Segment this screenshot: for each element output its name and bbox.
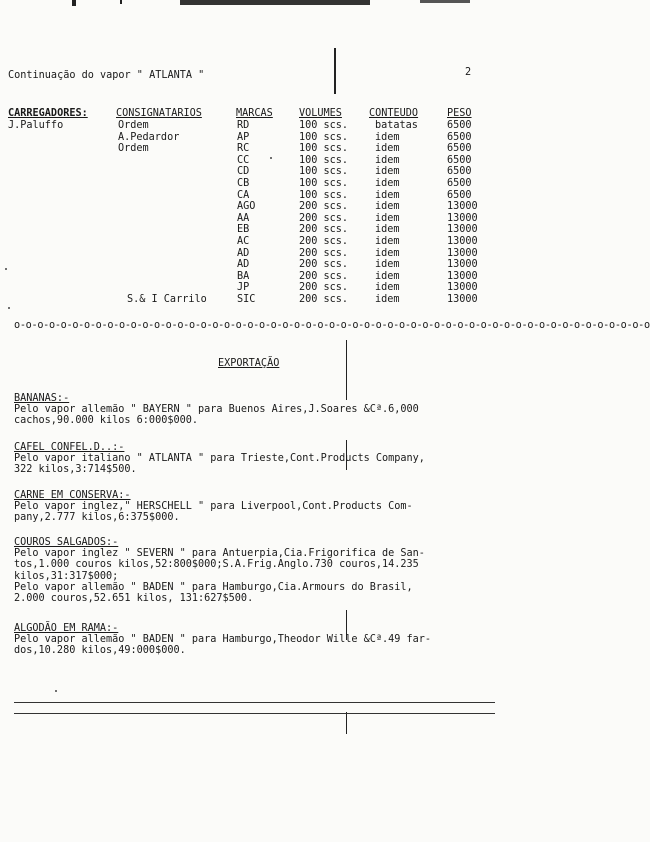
column-header-consignatarios: CONSIGNATARIOS xyxy=(116,108,202,119)
cell-marca: CC xyxy=(237,154,250,166)
export-entry xyxy=(14,490,494,524)
column-header-carregadores: CARREGADORES: xyxy=(8,108,88,119)
cell-peso: 13000 xyxy=(447,259,478,271)
cell-marca: RD xyxy=(237,120,250,131)
entry-heading: ALGODÃO EM RAMA:- xyxy=(14,623,119,634)
cell-peso: 13000 xyxy=(447,282,478,294)
cell-marca: AC xyxy=(237,236,250,247)
cell-carregador: J.Paluffo xyxy=(8,120,64,131)
cell-conteudo: idem xyxy=(375,294,400,305)
cell-conteudo: idem xyxy=(375,166,400,178)
cell-peso: 13000 xyxy=(447,236,478,247)
entry-line: Pelo vapor italiano " ATLANTA " para Trieste,Cont.Products Company, xyxy=(14,453,425,465)
cell-volumes: 100 scs. xyxy=(299,131,349,143)
entry-line: 2.000 couros,52.651 kilos, 131:627$500. xyxy=(14,593,254,605)
cell-peso: 6500 xyxy=(447,143,472,155)
cell-marca: CA xyxy=(237,189,250,201)
entry-heading: BANANAS:- xyxy=(14,393,70,404)
cell-conteudo: idem xyxy=(375,224,400,236)
cell-volumes: 200 scs. xyxy=(299,201,349,213)
cell-marca: AD xyxy=(237,259,250,271)
entry-line: tos,1.000 couros kilos,52:800$000;S.A.Frig.Anglo.730 couros,14.235 xyxy=(14,559,419,571)
entry-line: Pelo vapor inglez," HERSCHELL " para Liverpool,Cont.Products Com- xyxy=(14,501,413,513)
cell-conteudo: idem xyxy=(375,143,400,155)
scan-mark xyxy=(180,0,370,5)
export-entry xyxy=(14,537,494,604)
column-header-conteudo: CONTEUDO xyxy=(369,108,419,119)
section-title: EXPORTAÇÃO xyxy=(218,358,280,369)
cell-conteudo: idem xyxy=(375,212,400,224)
cell-marca: CB xyxy=(237,178,250,189)
cell-peso: 6500 xyxy=(447,154,472,166)
cell-marca: EB xyxy=(237,224,250,236)
cell-volumes: 100 scs. xyxy=(299,120,349,131)
page-title: Continuação do vapor " ATLANTA " xyxy=(8,70,205,81)
cell-volumes: 100 scs. xyxy=(299,189,349,201)
cell-conteudo: idem xyxy=(375,189,400,201)
cell-conteudo: idem xyxy=(375,247,400,259)
entry-line: 322 kilos,3:714$500. xyxy=(14,464,137,476)
cell-conteudo: idem xyxy=(375,270,400,282)
entry-line: kilos,31:317$000; xyxy=(14,570,119,582)
entry-heading: CARNE EM CONSERVA:- xyxy=(14,490,131,501)
cell-volumes: 200 scs. xyxy=(299,247,349,259)
scan-mark xyxy=(72,0,76,6)
cell-volumes: 200 scs. xyxy=(299,259,349,271)
entry-line: pany,2.777 kilos,6:375$000. xyxy=(14,512,180,524)
cell-volumes: 200 scs. xyxy=(299,224,349,236)
cell-conteudo: idem xyxy=(375,236,400,247)
column-header-volumes: VOLUMES xyxy=(299,108,342,119)
cell-consignatario: Ordem xyxy=(118,143,149,155)
cell-conteudo: idem xyxy=(375,154,400,166)
export-entry xyxy=(14,442,494,476)
cell-volumes: 200 scs. xyxy=(299,282,349,294)
fold-line xyxy=(346,712,347,734)
scan-mark xyxy=(120,0,122,4)
cell-consignatario: Ordem xyxy=(118,120,149,131)
bottom-rule xyxy=(14,713,495,714)
cell-volumes: 100 scs. xyxy=(299,166,349,178)
export-entry xyxy=(14,623,494,657)
cell-conteudo: idem xyxy=(375,201,400,213)
cell-volumes: 100 scs. xyxy=(299,178,349,189)
cell-marca: AGO xyxy=(237,201,256,213)
cell-volumes: 200 scs. xyxy=(299,294,349,305)
fold-line xyxy=(346,340,347,400)
cell-peso: 6500 xyxy=(447,178,472,189)
entry-line: Pelo vapor allemão " BAYERN " para Buenos Aires,J.Soares &Cª.6,000 xyxy=(14,404,419,416)
scan-dot xyxy=(270,157,272,159)
scan-dot xyxy=(8,307,10,309)
cell-volumes: 100 scs. xyxy=(299,154,349,166)
cell-marca: BA xyxy=(237,270,250,282)
cell-marca: JP xyxy=(237,282,250,294)
cell-peso: 13000 xyxy=(447,212,478,224)
cell-conteudo: idem xyxy=(375,131,400,143)
cell-peso: 6500 xyxy=(447,189,472,201)
cell-volumes: 200 scs. xyxy=(299,236,349,247)
cell-volumes: 200 scs. xyxy=(299,212,349,224)
cell-conteudo: idem xyxy=(375,282,400,294)
cell-peso: 13000 xyxy=(447,201,478,213)
cell-consignatario: S.& I Carrilo xyxy=(127,294,207,305)
export-entry xyxy=(14,393,494,427)
entry-line: Pelo vapor inglez " SEVERN " para Antuerpia,Cia.Frigorifica de San- xyxy=(14,548,425,560)
entry-line: Pelo vapor allemão " BADEN " para Hamburgo,Theodor Wille &Cª.49 far- xyxy=(14,634,432,646)
scan-mark xyxy=(420,0,470,3)
bottom-rule xyxy=(14,702,495,703)
cell-peso: 13000 xyxy=(447,224,478,236)
scan-dot xyxy=(55,690,57,692)
entry-line: dos,10.280 kilos,49:000$000. xyxy=(14,645,186,657)
cell-marca: AP xyxy=(237,131,250,143)
fold-line xyxy=(334,48,336,94)
cell-marca: SIC xyxy=(237,294,256,305)
page-number: 2 xyxy=(465,67,472,78)
cell-volumes: 100 scs. xyxy=(299,143,349,155)
cell-peso: 13000 xyxy=(447,270,478,282)
column-header-marcas: MARCAS xyxy=(236,108,273,119)
cell-marca: CD xyxy=(237,166,250,178)
cell-conteudo: idem xyxy=(375,178,400,189)
column-header-peso: PESO xyxy=(447,108,472,119)
cell-peso: 13000 xyxy=(447,294,478,305)
cell-consignatario: A.Pedardor xyxy=(118,131,180,143)
entry-heading: COUROS SALGADOS:- xyxy=(14,537,119,548)
cell-marca: AD xyxy=(237,247,250,259)
entry-line: cachos,90.000 kilos 6:000$000. xyxy=(14,415,199,427)
cell-peso: 6500 xyxy=(447,166,472,178)
cell-peso: 13000 xyxy=(447,247,478,259)
separator-line: o-o-o-o-o-o-o-o-o-o-o-o-o-o-o-o-o-o-o-o-o-o-o-o-o-o-o-o-o-o-o-o-o-o-o-o-o-o-o-o-o-o-o-o-o-o-o-o-o-o-o-o-o-o-o xyxy=(14,320,650,331)
cell-marca: RC xyxy=(237,143,250,155)
entry-line: Pelo vapor allemão " BADEN " para Hamburgo,Cia.Armours do Brasil, xyxy=(14,581,413,593)
cell-conteudo: batatas xyxy=(375,120,418,131)
scan-dot xyxy=(5,268,7,270)
cell-peso: 6500 xyxy=(447,131,472,143)
cell-peso: 6500 xyxy=(447,120,472,131)
cell-marca: AA xyxy=(237,212,250,224)
cell-conteudo: idem xyxy=(375,259,400,271)
entry-heading: CAFEL CONFEL.D..:- xyxy=(14,442,125,453)
cell-volumes: 200 scs. xyxy=(299,270,349,282)
